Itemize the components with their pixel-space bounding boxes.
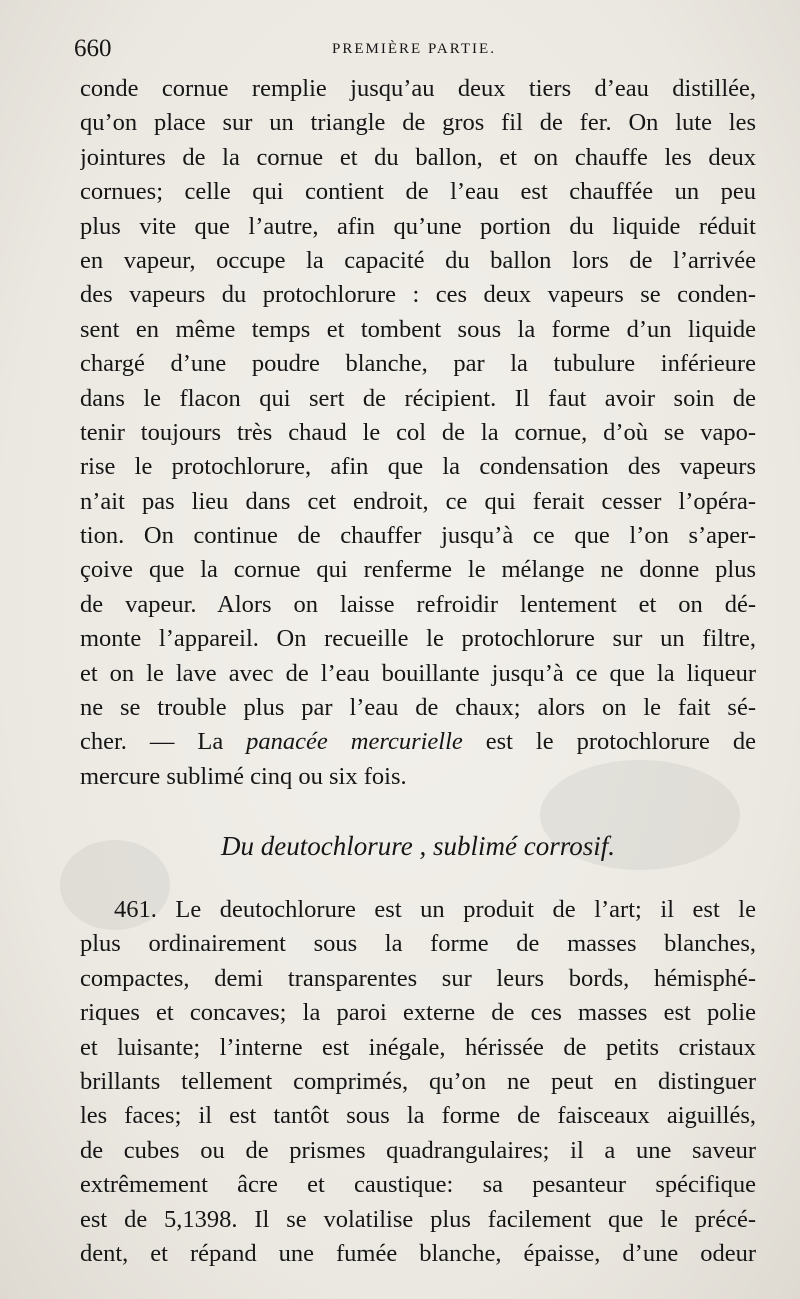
text-line-panacee bbox=[80, 725, 756, 759]
text-line: compactes, demi transparentes sur leurs bords, hémisphé- bbox=[80, 964, 756, 992]
text-line: de cubes ou de prismes quadrangulaires; il a une saveur bbox=[80, 1136, 756, 1164]
text-line: plus ordinairement sous la forme de masses blanches, bbox=[80, 930, 756, 958]
text-line: monte l’appareil. On recueille le protochlorure sur un filtre, bbox=[80, 625, 756, 653]
text-line: sent en même temps et tombent sous la forme d’un liquide bbox=[80, 315, 756, 343]
section-heading: Du deutochlorure , sublimé corrosif. bbox=[221, 831, 615, 861]
text-line: plus vite que l’autre, afin qu’une portion du liquide réduit bbox=[80, 212, 756, 240]
text-line: en vapeur, occupe la capacité du ballon lors de l’arrivée bbox=[80, 246, 756, 274]
text-line: cornues; celle qui contient de l’eau est chauffée un peu bbox=[80, 178, 756, 206]
text-line: extrêmement âcre et caustique: sa pesanteur spécifique bbox=[80, 1171, 756, 1199]
italic-term: panacée mercurielle bbox=[246, 728, 463, 756]
text-line: mercure sublimé cinq ou six fois. bbox=[80, 762, 407, 790]
text-run: est le protochlorure de bbox=[462, 728, 756, 756]
text-line: et on le lave avec de l’eau bouillante jusqu’à ce que la liqueur bbox=[80, 659, 756, 687]
paragraph-first-line bbox=[80, 893, 756, 927]
text-run: cher. — La bbox=[80, 728, 247, 756]
text-line: chargé d’une poudre blanche, par la tubulure inférieure bbox=[80, 350, 756, 378]
text-line: çoive que la cornue qui renferme le mélange ne donne plus bbox=[80, 556, 756, 584]
text-line: rise le protochlorure, afin que la condensation des vapeurs bbox=[80, 453, 756, 481]
text-line: riques et concaves; la paroi externe de ces masses est polie bbox=[80, 999, 756, 1027]
text-line: jointures de la cornue et du ballon, et on chauffe les deux bbox=[80, 143, 756, 171]
text-line: qu’on place sur un triangle de gros fil de fer. On lute les bbox=[80, 109, 756, 137]
text-line: dent, et répand une fumée blanche, épaisse, d’une odeur bbox=[80, 1239, 756, 1267]
text-line: des vapeurs du protochlorure : ces deux vapeurs se conden- bbox=[80, 281, 756, 309]
text-line: n’ait pas lieu dans cet endroit, ce qui ferait cesser l’opéra- bbox=[80, 487, 756, 515]
text-line: brillants tellement comprimés, qu’on ne peut en distinguer bbox=[80, 1067, 756, 1095]
running-title: PREMIÈRE PARTIE. bbox=[332, 41, 496, 57]
text-line: tenir toujours très chaud le col de la cornue, d’où se vapo- bbox=[80, 418, 756, 446]
page-number: 660 bbox=[74, 35, 112, 62]
text-line: conde cornue remplie jusqu’au deux tiers d’eau distillée, bbox=[80, 75, 756, 102]
text-line: dans le flacon qui sert de récipient. Il faut avoir soin de bbox=[80, 384, 756, 412]
page-header bbox=[74, 34, 754, 64]
text-line: tion. On continue de chauffer jusqu’à ce que l’on s’aper- bbox=[80, 522, 756, 550]
text-line: est de 5,1398. Il se volatilise plus facilement que le précé- bbox=[80, 1205, 756, 1233]
text-line: de vapeur. Alors on laisse refroidir lentement et on dé- bbox=[80, 590, 756, 618]
text-line: les faces; il est tantôt sous la forme de faisceaux aiguillés, bbox=[80, 1102, 756, 1130]
text-block-protochlorure bbox=[80, 72, 756, 794]
text-block-deutochlorure bbox=[80, 893, 756, 1271]
text-line: et luisante; l’interne est inégale, hérissée de petits cristaux bbox=[80, 1033, 756, 1061]
text-line: ne se trouble plus par l’eau de chaux; alors on le fait sé- bbox=[80, 694, 756, 722]
text-run: Le deutochlorure est un produit de l’art; il est le bbox=[156, 896, 756, 923]
paragraph-number: 461. bbox=[114, 896, 157, 923]
